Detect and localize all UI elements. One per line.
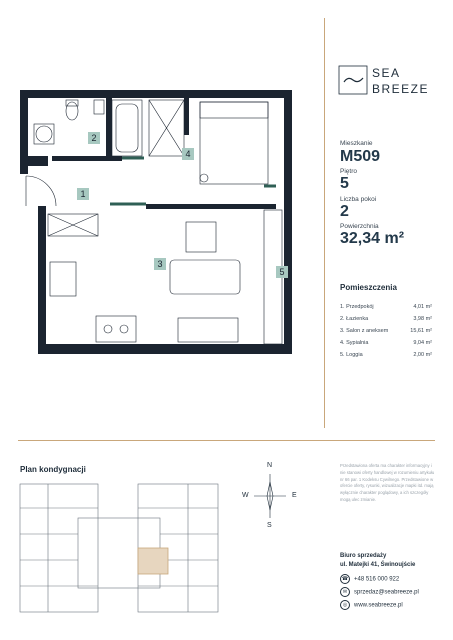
compass-s: S (267, 522, 272, 529)
room-name: 4. Sypialnia (340, 340, 369, 346)
sales-office-title (340, 552, 415, 570)
rooms-label: Liczba pokoi (340, 196, 377, 203)
phone-contact[interactable] (340, 574, 399, 584)
phone-icon: ☎ (341, 576, 349, 582)
room-area: 15,61 m² (410, 328, 432, 334)
horizontal-divider (18, 440, 435, 441)
wave-icon (338, 62, 368, 102)
room-area: 9,04 m² (413, 340, 432, 346)
compass-icon (254, 474, 286, 518)
vertical-divider (324, 18, 325, 428)
website-link[interactable] (340, 600, 403, 610)
apartment-label: Mieszkanie (340, 140, 373, 147)
logo-line2: BREEZE (372, 82, 430, 96)
room-row (340, 304, 432, 310)
email-address: sprzedaz@seabreeze.pl (354, 589, 419, 596)
building-floor-plan (18, 478, 220, 618)
floor-value: 5 (340, 175, 349, 192)
room-area: 3,98 m² (413, 316, 432, 322)
room-name: 3. Salon z aneksem (340, 328, 389, 334)
globe-icon: ◎ (340, 600, 350, 610)
disclaimer: Przedstawiona oferta ma charakter informacyjny i nie stanowi oferty handlowej w rozumieniu artykułu nr 66 par. 1 Kodeksu Cywilnego. Przedstawione w ofercie oferty, rysunki, wizualizacje mapki itd. mają wyłącznie charakter poglądowy, a ich szczegóły mogą ulec zmianie. (340, 463, 435, 502)
floor-plan-title: Plan kondygnacji (20, 465, 86, 474)
compass-w: W (242, 492, 249, 499)
room-row (340, 328, 432, 334)
walls (20, 90, 292, 354)
room-1-label: 1 (80, 189, 86, 199)
highlighted-apartment (138, 548, 168, 574)
sales-address: ul. Matejki 41, Świnoujście (340, 562, 416, 568)
compass-e: E (292, 492, 297, 499)
room-3-label: 3 (157, 259, 163, 269)
room-2-label: 2 (91, 133, 97, 143)
room-4-label: 4 (185, 149, 191, 159)
area-value: 32,34 m² (340, 230, 405, 247)
room-area: 2,00 m² (413, 352, 432, 358)
room-name: 2. Łazienka (340, 316, 369, 322)
room-5-label: 5 (279, 267, 285, 277)
room-row (340, 352, 432, 358)
room-area: 4,01 m² (413, 304, 432, 310)
compass (236, 462, 304, 534)
area-label: Powierzchnia (340, 223, 379, 230)
rooms-title: Pomieszczenia (340, 283, 397, 292)
logo-line1: SEA (372, 66, 401, 80)
email-contact[interactable] (340, 587, 419, 597)
room-name: 5. Loggia (340, 352, 363, 358)
room-row (340, 316, 432, 322)
email-icon: ✉ (340, 587, 350, 597)
compass-n: N (267, 462, 273, 469)
apartment-number: M509 (340, 148, 381, 165)
room-name: 1. Przedpokój (340, 304, 374, 310)
floor-label: Piętro (340, 168, 357, 175)
rooms-value: 2 (340, 203, 349, 220)
room-row (340, 340, 432, 346)
sea-breeze-logo (338, 62, 438, 102)
sales-title: Biuro sprzedaży (340, 553, 387, 559)
apartment-floor-plan (14, 86, 304, 358)
phone-number: +48 516 000 922 (354, 576, 400, 583)
website-url: www.seabreeze.pl (354, 602, 403, 609)
